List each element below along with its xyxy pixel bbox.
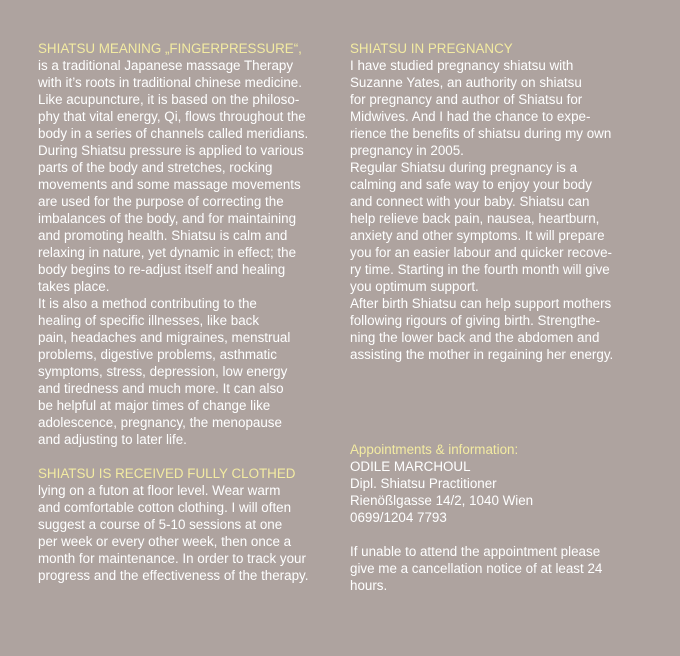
body-line: anxiety and other symptoms. It will prepare bbox=[350, 228, 605, 243]
body-line: takes place. bbox=[38, 279, 110, 294]
body-line: It is also a method contributing to the bbox=[38, 296, 257, 311]
practitioner-name: ODILE MARCHOUL bbox=[350, 459, 471, 474]
body-line: After birth Shiatsu can help support mothers bbox=[350, 296, 612, 311]
shiatsu-pregnancy-section bbox=[350, 40, 646, 363]
body-line: Like acupuncture, it is based on the philoso- bbox=[38, 92, 300, 107]
body-line: phy that vital energy, Qi, flows throughout the bbox=[38, 109, 306, 124]
body-line: pain, headaches and migraines, menstrual bbox=[38, 330, 291, 345]
body-line: and connect with your baby. Shiatsu can bbox=[350, 194, 590, 209]
body-line: During Shiatsu pressure is applied to various bbox=[38, 143, 304, 158]
body-line: with it’s roots in traditional chinese medicine. bbox=[38, 75, 302, 90]
body-line: I have studied pregnancy shiatsu with bbox=[350, 58, 574, 73]
body-line: ning the lower back and the abdomen and bbox=[350, 330, 600, 345]
body-line: adolescence, pregnancy, the menopause bbox=[38, 415, 282, 430]
body-line: Regular Shiatsu during pregnancy is a bbox=[350, 160, 578, 175]
practitioner-title: Dipl. Shiatsu Practitioner bbox=[350, 476, 497, 491]
body-line: body in a series of channels called meridians. bbox=[38, 126, 309, 141]
body-line: for pregnancy and author of Shiatsu for bbox=[350, 92, 583, 107]
body-line: you optimum support. bbox=[350, 279, 479, 294]
section-spacer bbox=[38, 448, 334, 465]
body-line: and comfortable cotton clothing. I will often bbox=[38, 500, 292, 515]
body-line: calming and safe way to enjoy your body bbox=[350, 177, 592, 192]
fully-clothed-body bbox=[38, 482, 334, 584]
shiatsu-pregnancy-heading: SHIATSU IN PREGNANCY bbox=[350, 41, 513, 56]
body-line: be helpful at major times of change like bbox=[38, 398, 271, 413]
shiatsu-meaning-body bbox=[38, 57, 334, 448]
body-line: help relieve back pain, nausea, heartburn, bbox=[350, 211, 600, 226]
body-line: progress and the effectiveness of the therapy. bbox=[38, 568, 309, 583]
body-line: relaxing in nature, yet dynamic in effect; the bbox=[38, 245, 297, 260]
body-line: give me a cancellation notice of at least 24 bbox=[350, 561, 603, 576]
body-line: hours. bbox=[350, 578, 388, 593]
shiatsu-pregnancy-body bbox=[350, 57, 646, 363]
body-line: and adjusting to later life. bbox=[38, 432, 187, 447]
appointments-section bbox=[350, 441, 650, 594]
body-line: you for an easier labour and quicker recove- bbox=[350, 245, 613, 260]
body-line: and promoting health. Shiatsu is calm and bbox=[38, 228, 288, 243]
body-line: are used for the purpose of correcting the bbox=[38, 194, 284, 209]
body-line: healing of specific illnesses, like back bbox=[38, 313, 260, 328]
body-line: per week or every other week, then once a bbox=[38, 534, 292, 549]
body-line: Midwives. And I had the chance to expe- bbox=[350, 109, 591, 124]
body-line: Suzanne Yates, an authority on shiatsu bbox=[350, 75, 582, 90]
left-column bbox=[38, 40, 334, 584]
fully-clothed-heading: SHIATSU IS RECEIVED FULLY CLOTHED bbox=[38, 466, 296, 481]
body-line: ry time. Starting in the fourth month will give bbox=[350, 262, 610, 277]
body-line: assisting the mother in regaining her energy. bbox=[350, 347, 614, 362]
address: Rienößlgasse 14/2, 1040 Wien bbox=[350, 493, 534, 508]
body-line: and tiredness and much more. It can also bbox=[38, 381, 284, 396]
body-line: lying on a futon at floor level. Wear warm bbox=[38, 483, 281, 498]
body-line: is a traditional Japanese massage Therapy bbox=[38, 58, 294, 73]
body-line: following rigours of giving birth. Strengthe- bbox=[350, 313, 601, 328]
body-line: If unable to attend the appointment please bbox=[350, 544, 601, 559]
body-line: suggest a course of 5-10 sessions at one bbox=[38, 517, 283, 532]
body-line: pregnancy in 2005. bbox=[350, 143, 464, 158]
body-line: problems, digestive problems, asthmatic bbox=[38, 347, 277, 362]
appointments-heading: Appointments & information: bbox=[350, 442, 519, 457]
body-line: parts of the body and stretches, rocking bbox=[38, 160, 273, 175]
body-line: month for maintenance. In order to track your bbox=[38, 551, 306, 566]
body-line: rience the benefits of shiatsu during my own bbox=[350, 126, 612, 141]
section-spacer bbox=[350, 526, 650, 543]
shiatsu-meaning-section bbox=[38, 40, 334, 448]
phone-number[interactable]: 0699/1204 7793 bbox=[350, 510, 447, 525]
shiatsu-meaning-heading: SHIATSU MEANING „FINGERPRESSURE“, bbox=[38, 41, 302, 56]
body-line: movements and some massage movements bbox=[38, 177, 301, 192]
cancellation-notice bbox=[350, 543, 650, 594]
body-line: body begins to re-adjust itself and healing bbox=[38, 262, 286, 277]
fully-clothed-section bbox=[38, 465, 334, 584]
body-line: imbalances of the body, and for maintaining bbox=[38, 211, 297, 226]
body-line: symptoms, stress, depression, low energy bbox=[38, 364, 288, 379]
right-column bbox=[350, 40, 646, 363]
